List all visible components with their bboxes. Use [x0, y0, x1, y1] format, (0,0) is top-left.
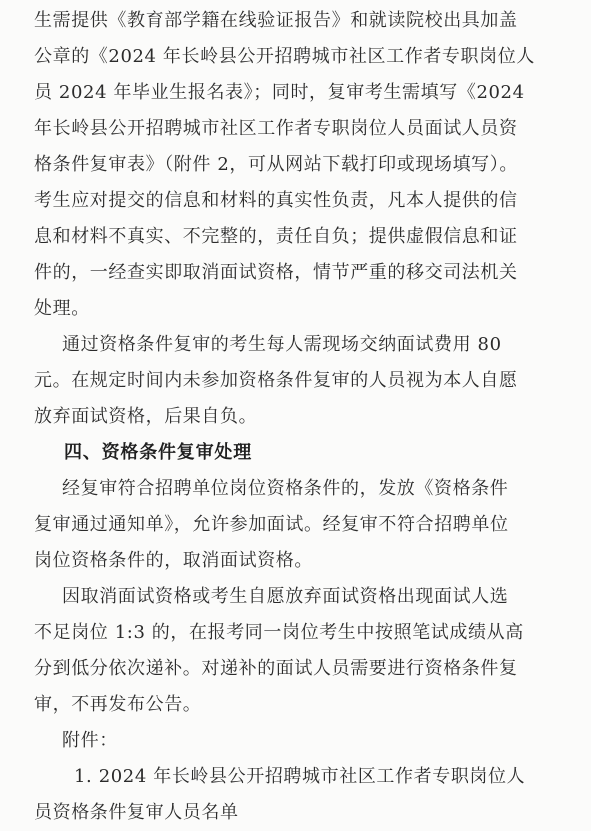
text-line-14: 经复审符合招聘单位岗位资格条件的，发放《资格条件	[62, 478, 509, 499]
text-line-15: 复审通过通知单》，允许参加面试。经复审不符合招聘单位	[34, 514, 509, 535]
text-line-6: 考生应对提交的信息和材料的真实性负责，凡本人提供的信	[34, 190, 518, 211]
text-line-17: 因取消面试资格或考生自愿放弃面试资格出现面试人选	[62, 586, 509, 607]
text-line-2: 公章的《2024 年长岭县公开招聘城市社区工作者专职岗位人	[34, 46, 535, 67]
text-line-20: 审，不再发布公告。	[34, 694, 202, 715]
text-line-8: 件的，一经查实即取消面试资格，情节严重的移交司法机关	[34, 262, 518, 283]
attachment-item-1-line-1: 1. 2024 年长岭县公开招聘城市社区工作者专职岗位人	[74, 766, 526, 787]
text-line-12: 放弃面试资格，后果自负。	[34, 406, 258, 427]
section-heading: 四、资格条件复审处理	[64, 442, 252, 463]
text-line-10: 通过资格条件复审的考生每人需现场交纳面试费用 80	[62, 334, 502, 355]
text-line-5: 格条件复审表》（附件 2，可从网站下载打印或现场填写）。	[34, 154, 518, 175]
attachment-label: 附件：	[62, 730, 118, 751]
text-line-3: 员 2024 年毕业生报名表》；同时，复审考生需填写《2024	[34, 82, 525, 103]
text-line-19: 分到低分依次递补。对递补的面试人员需要进行资格条件复	[34, 658, 518, 679]
text-line-1: 生需提供《教育部学籍在线验证报告》和就读院校出具加盖	[34, 10, 518, 31]
text-line-18: 不足岗位 1:3 的，在报考同一岗位考生中按照笔试成绩从高	[34, 622, 524, 643]
attachment-item-1-line-2: 员资格条件复审人员名单	[34, 802, 239, 823]
text-line-11: 元。在规定时间内未参加资格条件复审的人员视为本人自愿	[34, 370, 518, 391]
text-line-7: 息和材料不真实、不完整的，责任自负；提供虚假信息和证	[34, 226, 518, 247]
text-line-16: 岗位资格条件的，取消面试资格。	[34, 550, 313, 571]
text-line-9: 处理。	[34, 298, 90, 319]
text-line-4: 年长岭县公开招聘城市社区工作者专职岗位人员面试人员资	[34, 118, 518, 139]
